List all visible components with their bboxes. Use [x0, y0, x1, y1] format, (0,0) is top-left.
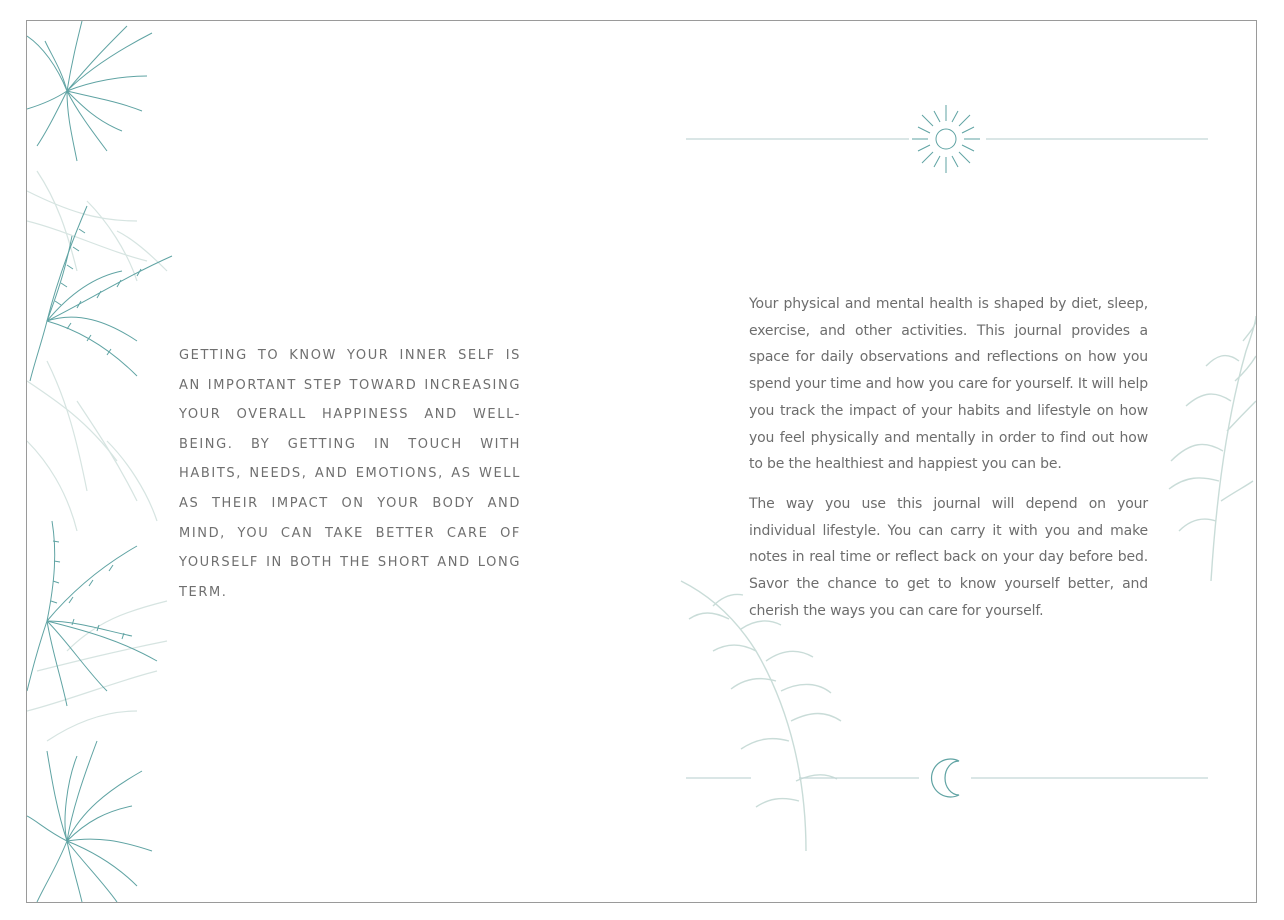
sun-icon — [912, 105, 980, 173]
air-plant-bottom-icon — [27, 741, 152, 902]
paragraph-2: The way you use this journal will depend on your individual lifestyle. You can carry it with you and make notes in real time or reflect back on your day before bed. Savor the chance to get to know yourself better, and cherish the ways you can care for yourself. — [749, 495, 1148, 619]
book-spread — [26, 20, 1257, 903]
rosemary-right-icon — [1169, 316, 1256, 581]
crescent-moon-icon — [932, 759, 959, 797]
air-plant-top-icon — [27, 21, 152, 161]
right-page — [641, 21, 1256, 902]
aloe-upper-icon — [30, 206, 172, 381]
intro-paragraph: GETTING TO KNOW YOUR INNER SELF IS AN IMPORTANT STEP TOWARD INCREASING YOUR OVERALL HAPPINESS AND WELL-BEING. BY GETTING IN TOUCH WITH HABITS, NEEDS, AND EMOTIONS, AS WELL AS THEIR IMPACT ON YOUR BODY AND MIND, YOU CAN TAKE BETTER CARE OF YOURSELF IN BOTH THE SHORT AND LONG TERM. — [179, 348, 521, 600]
aloe-lower-icon — [27, 521, 157, 706]
left-page — [27, 21, 641, 902]
body-text — [749, 291, 1148, 637]
paragraph-1: Your physical and mental health is shaped by diet, sleep, exercise, and other activities. This journal provides a space for daily observations and reflections on how you spend your time and how you care for yourself. It will help you track the impact of your habits and lifestyle on how you feel physically and mentally in order to find out how to be the healthiest and happiest you can be. — [749, 296, 1148, 473]
